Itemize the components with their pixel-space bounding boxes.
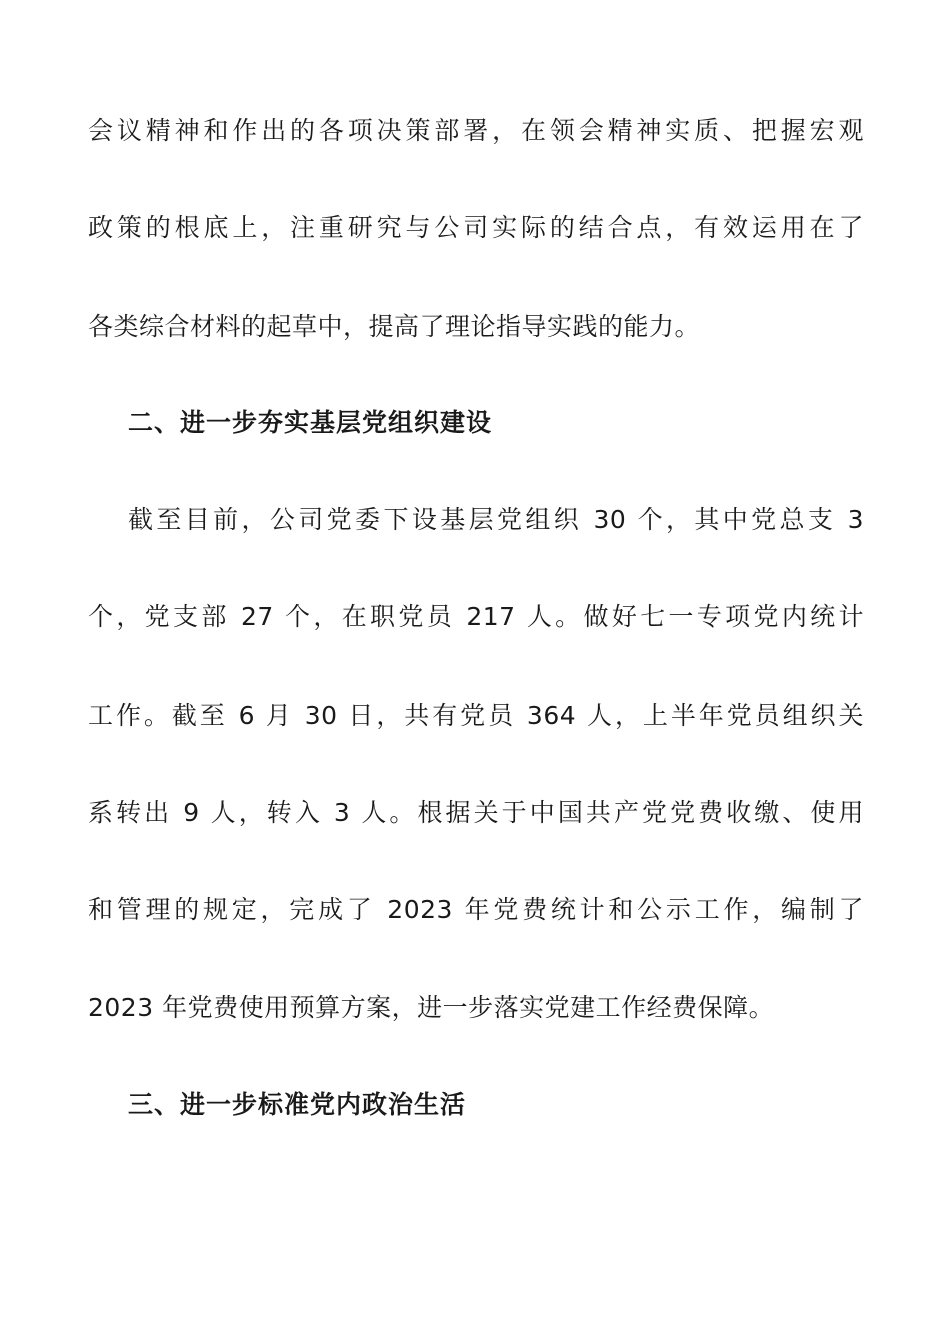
paragraph-2-line-5: 和管理的规定，完成了 2023 年党费统计和公示工作，编制了	[88, 895, 864, 924]
paragraph-2-line-2: 个，党支部 27 个，在职党员 217 人。做好七一专项党内统计	[88, 602, 864, 631]
paragraph-2-line-3: 工作。截至 6 月 30 日，共有党员 364 人，上半年党员组织关	[88, 701, 864, 730]
section-3-heading: 三、进一步标准党内政治生活	[128, 1090, 467, 1119]
paragraph-1-line-1: 会议精神和作出的各项决策部署，在领会精神实质、把握宏观	[88, 116, 864, 145]
paragraph-2-line-1: 截至目前，公司党委下设基层党组织 30 个，其中党总支 3	[128, 505, 864, 534]
section-2-heading: 二、进一步夯实基层党组织建设	[128, 408, 493, 437]
paragraph-1-line-2: 政策的根底上，注重研究与公司实际的结合点，有效运用在了	[88, 213, 864, 242]
paragraph-1-line-3: 各类综合材料的起草中，提高了理论指导实践的能力。	[88, 312, 701, 341]
paragraph-2-line-6: 2023 年党费使用预算方案，进一步落实党建工作经费保障。	[88, 993, 775, 1022]
paragraph-2-line-4: 系转出 9 人，转入 3 人。根据关于中国共产党党费收缴、使用	[88, 798, 864, 827]
